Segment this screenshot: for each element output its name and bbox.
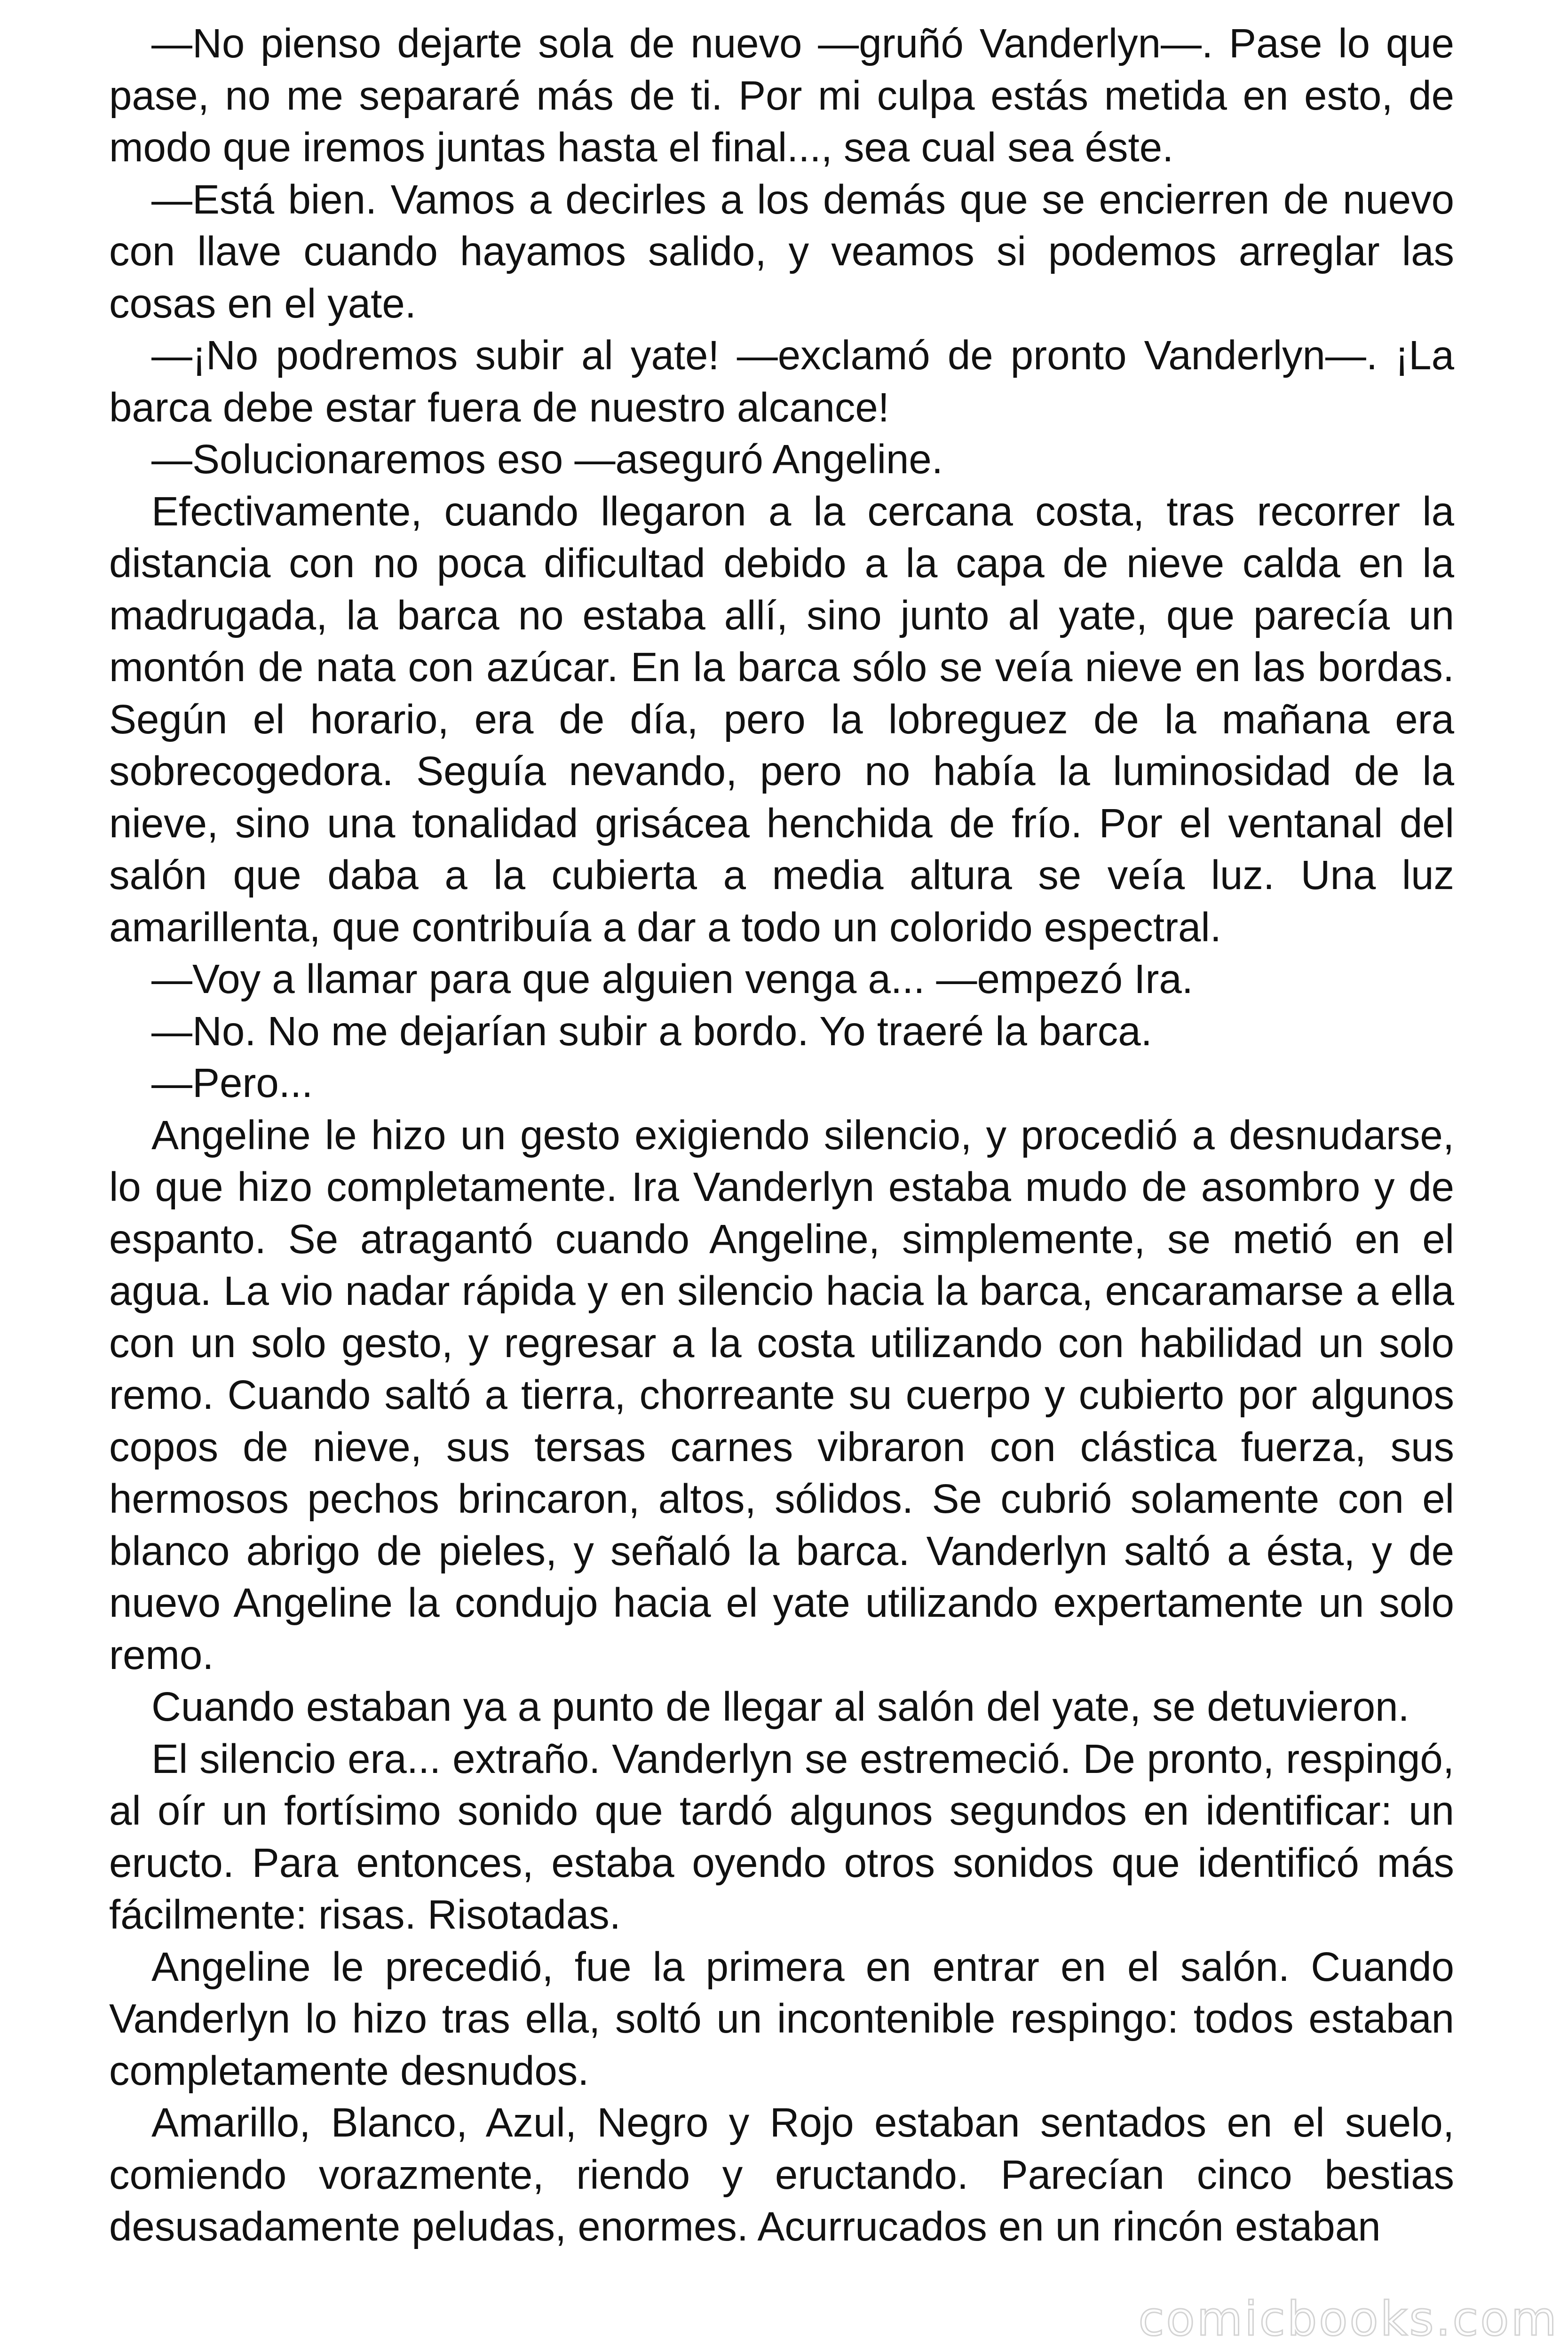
paragraph: Efectivamente, cuando llegaron a la cercana costa, tras recorrer la distancia con no poca dificultad debido a la capa de nieve calda en la madrugada, la barca no estaba allí, sino junto al yate, que parecía un montón de nata con azúcar. En la barca sólo se veía nieve en las bordas. Según el horario, era de día, pero la lobreguez de la mañana era sobrecogedora. Seguía nevando, pero no había la luminosidad de la nieve, sino una tonalidad grisácea henchida de frío. Por el ventanal del salón que daba a la cubierta a media altura se veía luz. Una luz amarillenta, que contribuía a dar a todo un colorido espectral. <box>109 488 1454 950</box>
paragraph: —¡No podremos subir al yate! —exclamó de pronto Vanderlyn—. ¡La barca debe estar fuera de nuestro alcance! <box>109 333 1454 430</box>
body-text <box>109 18 1454 2253</box>
paragraph: —Voy a llamar para que alguien venga a... —empezó Ira. <box>151 956 1193 1002</box>
paragraph: —No. No me dejarían subir a bordo. Yo traeré la barca. <box>151 1008 1152 1054</box>
paragraph: Angeline le hizo un gesto exigiendo silencio, y procedió a desnudarse, lo que hizo completamente. Ira Vanderlyn estaba mudo de asombro y de espanto. Se atragantó cuando Angeline, simplemente, se metió en el agua. La vio nadar rápida y en silencio hacia la barca, encaramarse a ella con un solo gesto, y regresar a la costa utilizando con habilidad un solo remo. Cuando saltó a tierra, chorreante su cuerpo y cubierto por algunos copos de nieve, sus tersas carnes vibraron con clástica fuerza, sus hermosos pechos brincaron, altos, sólidos. Se cubrió solamente con el blanco abrigo de pieles, y señaló la barca. Vanderlyn saltó a ésta, y de nuevo Angeline la condujo hacia el yate utilizando expertamente un solo remo. <box>109 1112 1454 1678</box>
paragraph: El silencio era... extraño. Vanderlyn se estremeció. De pronto, respingó, al oír un fortísimo sonido que tardó algunos segundos en identificar: un eructo. Para entonces, estaba oyendo otros sonidos que identificó más fácilmente: risas. Risotadas. <box>109 1736 1454 1938</box>
paragraph: —No pienso dejarte sola de nuevo —gruñó Vanderlyn—. Pase lo que pase, no me separaré más de ti. Por mi culpa estás metida en esto, de modo que iremos juntas hasta el final..., sea cual sea éste. <box>109 21 1454 170</box>
paragraph: Cuando estaban ya a punto de llegar al salón del yate, se detuvieron. <box>151 1684 1410 1730</box>
paragraph: Amarillo, Blanco, Azul, Negro y Rojo estaban sentados en el suelo, comiendo vorazmente, riendo y eructando. Parecían cinco bestias desusadamente peludas, enormes. Acurrucados en un rincón estaban <box>109 2100 1454 2249</box>
paragraph: —Solucionaremos eso —aseguró Angeline. <box>151 437 943 482</box>
site-watermark: comicbooks.com <box>1138 2291 1559 2346</box>
paragraph: —Está bien. Vamos a decirles a los demás que se encierren de nuevo con llave cuando hayamos salido, y veamos si podemos arreglar las cosas en el yate. <box>109 176 1454 326</box>
paragraph: —Pero... <box>151 1060 313 1106</box>
paragraph: Angeline le precedió, fue la primera en entrar en el salón. Cuando Vanderlyn lo hizo tras ella, soltó un incontenible respingo: todos estaban completamente desnudos. <box>109 1944 1454 2094</box>
